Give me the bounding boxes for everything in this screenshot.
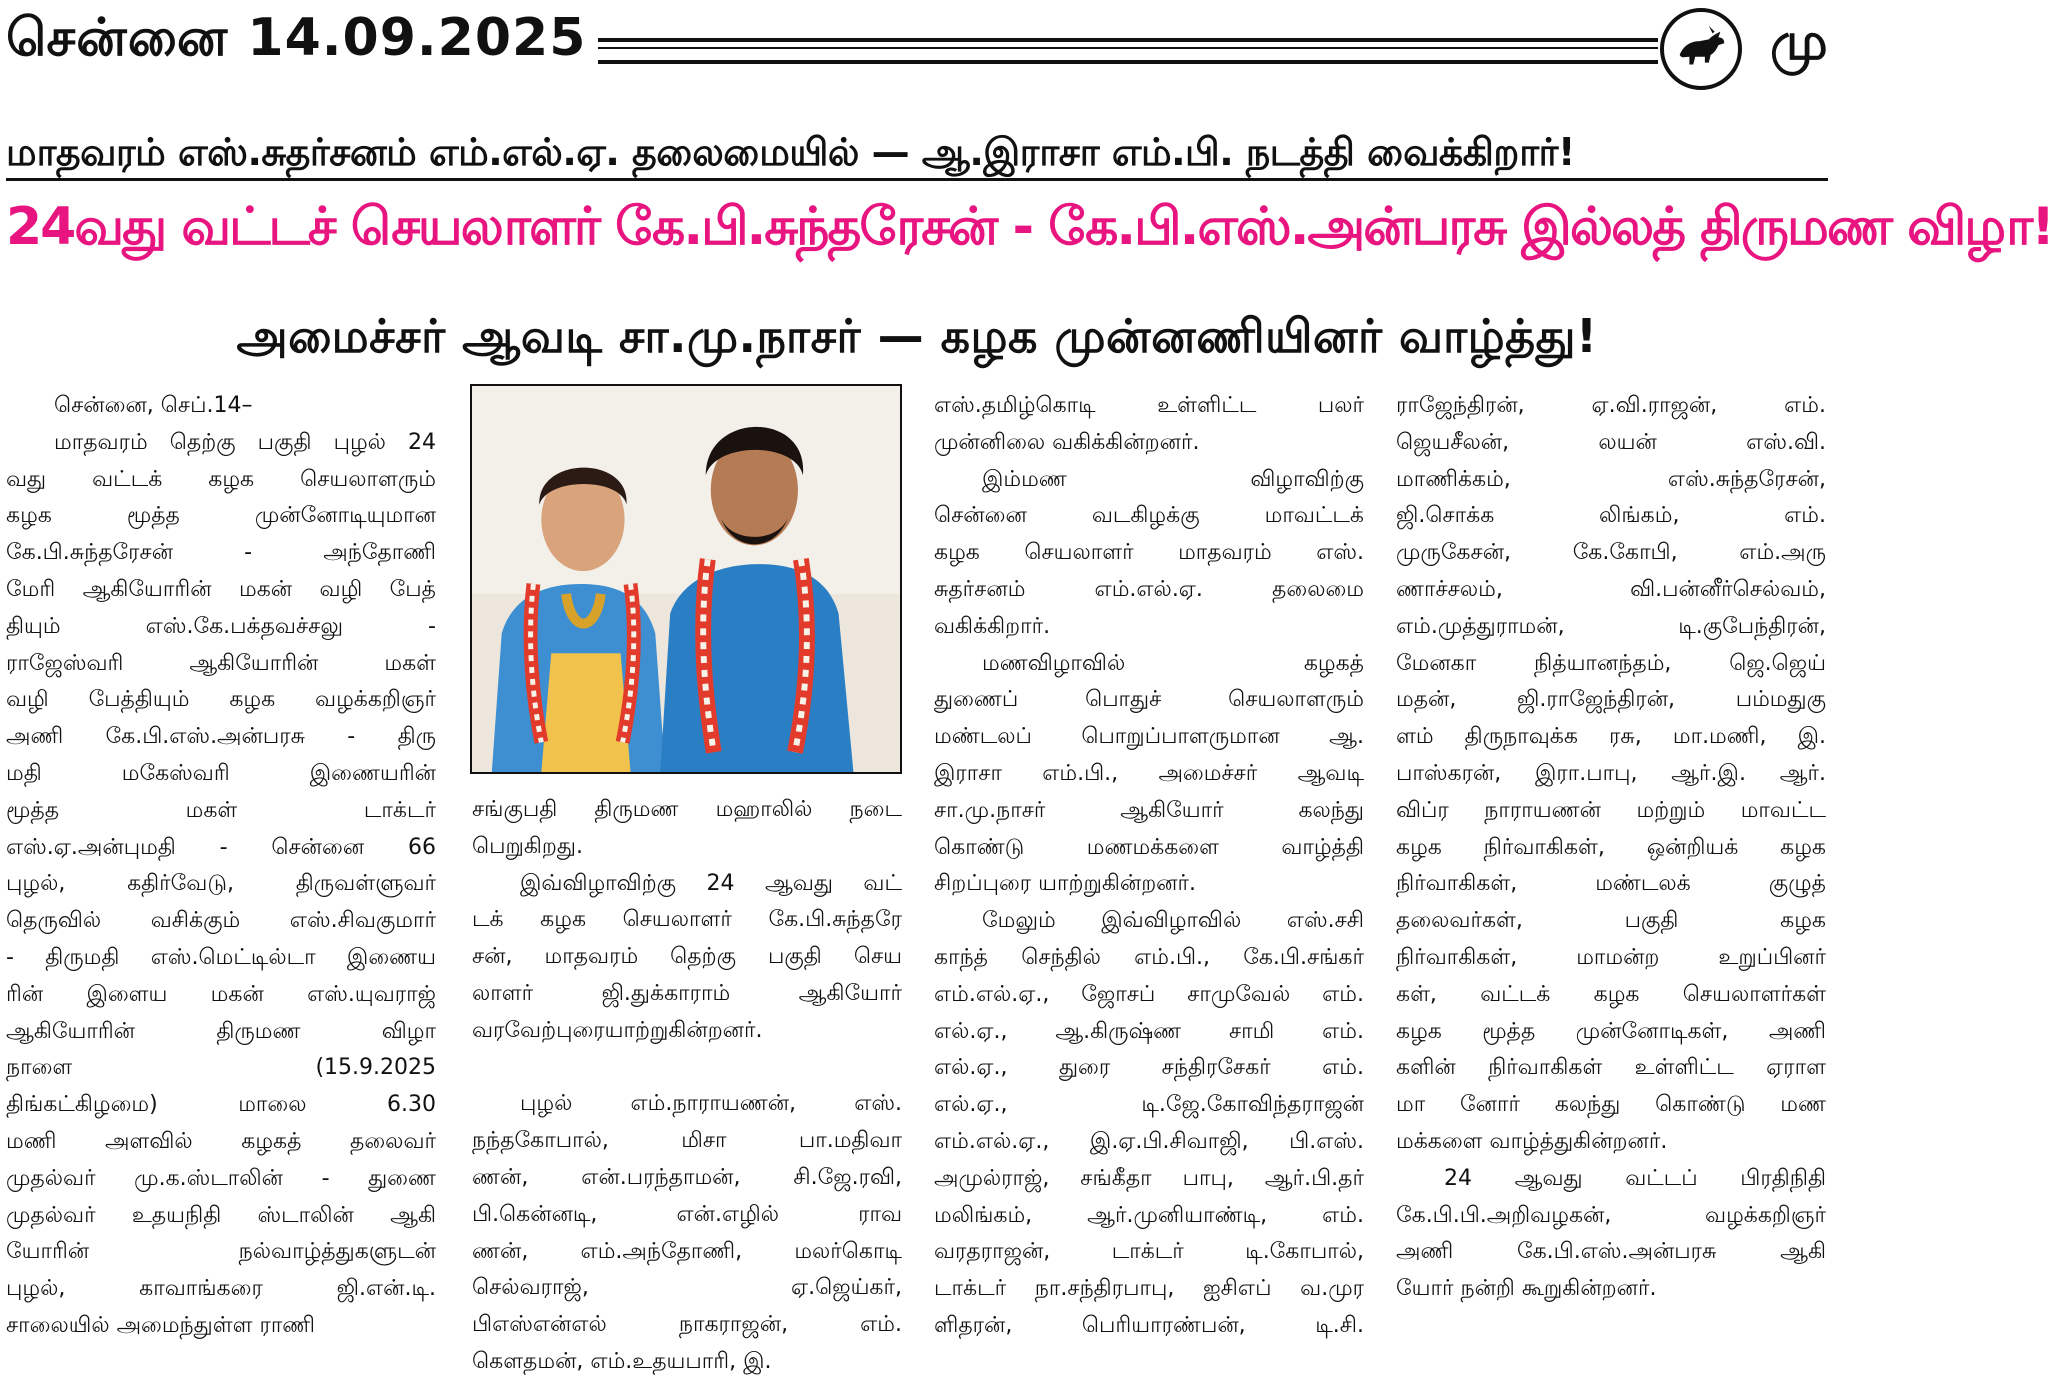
article-line: முதல்வர் உதயநிதி ஸ்டாலின் ஆகி xyxy=(6,1202,436,1228)
article-line: ஜி.சொக்க லிங்கம், எம். xyxy=(1396,503,1826,529)
article-line: சா.மு.நாசர் ஆகியோர் கலந்து xyxy=(934,797,1364,823)
article-line: 24 ஆவது வட்டப் பிரதிநிதி xyxy=(1444,1165,1826,1191)
article-line: செல்வராஜ், ஏ.ஜெய்கர், xyxy=(472,1275,902,1301)
masthead-rule xyxy=(598,38,1658,64)
kicker-line: மாதவரம் எஸ்.சுதர்சனம் எம்.எல்.ஏ. தலைமையில் — ஆ.இராசா எம்.பி. நடத்தி வைக்கிறார்! xyxy=(6,126,1828,181)
article-line: முன்னிலை வகிக்கின்றனர். xyxy=(934,429,1200,455)
article-line: எம்.எல்.ஏ., ஜோசப் சாமுவேல் எம். xyxy=(934,981,1364,1007)
article-line: மூத்த மகள் டாக்டர் xyxy=(6,797,436,823)
article-column-3 xyxy=(934,388,1364,1345)
article-line: புழல், கதிர்வேடு, திருவள்ளுவர் xyxy=(6,871,436,897)
article-line: ணாச்சலம், வி.பன்னீர்செல்வம், xyxy=(1396,576,1826,602)
article-line: சென்னை, செப்.14– xyxy=(54,393,253,418)
article-line: புழல் எம்.நாராயணன், எஸ். xyxy=(520,1091,902,1117)
article-line: - திருமதி எஸ்.மெட்டில்டா இணைய xyxy=(6,944,436,970)
article-line: சிறப்புரை யாற்றுகின்றனர். xyxy=(934,871,1197,897)
article-line: மக்களை வாழ்த்துகின்றனர். xyxy=(1396,1128,1668,1154)
article-line: கழக செயலாளர் மாதவரம் எஸ். xyxy=(934,540,1364,566)
article-line: டாக்டர் நா.சந்திரபாபு, ஐசிஎப் வ.முர xyxy=(934,1276,1364,1302)
article-line: முருகேசன், கே.கோபி, எம்.அரு xyxy=(1396,540,1826,566)
article-line: யோரின் நல்வாழ்த்துகளுடன் xyxy=(6,1239,436,1265)
article-line: எஸ்.தமிழ்கொடி உள்ளிட்ட பலர் xyxy=(934,393,1364,418)
headline: 24வது வட்டச் செயலாளர் கே.பி.சுந்தரேசன் - கே.பி.எஸ்.அன்பரசு இல்லத் திருமண விழா! xyxy=(6,197,2053,257)
article-line: யோர் நன்றி கூறுகின்றனர். xyxy=(1396,1276,1657,1302)
article-line: முதல்வர் மு.க.ஸ்டாலின் - துணை xyxy=(6,1165,436,1191)
article-line: கொண்டு மணமக்களை வாழ்த்தி xyxy=(934,834,1364,860)
couple-photo-illustration xyxy=(472,386,900,772)
article-line: எல்.ஏ., துரை சந்திரசேகர் எம். xyxy=(934,1055,1364,1081)
article-line: காந்த் செந்தில் எம்.பி., கே.பி.சங்கர் xyxy=(934,944,1364,970)
article-line: மேரி ஆகியோரின் மகன் வழி பேத் xyxy=(6,576,436,602)
article-line: மணவிழாவில் கழகத் xyxy=(982,650,1364,676)
article-column-4 xyxy=(1396,388,1826,1308)
article-line xyxy=(472,1050,902,1087)
article-line: துணைப் பொதுச் செயலாளரும் xyxy=(934,687,1364,713)
dateline: சென்னை 14.09.2025 xyxy=(6,8,587,68)
article-column-2 xyxy=(472,792,902,1381)
article-line: அமுல்ராஜ், சங்கீதா பாபு, ஆர்.பி.தர் xyxy=(934,1165,1364,1191)
article-line: டக் கழக செயலாளர் கே.பி.சுந்தரே xyxy=(472,907,902,933)
article-line: மாணிக்கம், எஸ்.சுந்தரேசன், xyxy=(1396,466,1826,492)
masthead-cut-text: மு xyxy=(1770,12,1828,72)
article-line: சாலையில் அமைந்துள்ள ராணி xyxy=(6,1312,316,1338)
article-line: ராஜேந்திரன், ஏ.வி.ராஜன், எம். xyxy=(1396,393,1826,418)
article-line: வகிக்கிறார். xyxy=(934,613,1051,639)
article-line: மண்டலப் பொறுப்பாளருமான ஆ. xyxy=(934,724,1364,750)
bull-emblem-icon xyxy=(1660,8,1742,90)
article-line: நந்தகோபால், மிசா பா.மதிவா xyxy=(472,1128,902,1154)
article-line: இம்மண விழாவிற்கு xyxy=(982,466,1364,492)
bull-emblem-shape xyxy=(1670,18,1732,80)
couple-photo xyxy=(470,384,902,774)
article-line: பி.கென்னடி, என்.எழில் ராவ xyxy=(472,1201,902,1227)
article-line: வரதராஜன், டாக்டர் டி.கோபால், xyxy=(934,1239,1364,1265)
article-line: தலைவர்கள், பகுதி கழக xyxy=(1396,908,1826,934)
article-line: பாஸ்கரன், இரா.பாபு, ஆர்.இ. ஆர். xyxy=(1396,760,1826,786)
article-line: ரின் இளைய மகன் எஸ்.யுவராஜ் xyxy=(6,981,436,1007)
article-line: ளிதரன், பெரியாரண்பன், டி.சி. xyxy=(934,1312,1364,1338)
article-column-1 xyxy=(6,388,436,1345)
article-line: ஜெயசீலன், லயன் எஸ்.வி. xyxy=(1396,429,1826,455)
article-line: சுதர்சனம் எம்.எல்.ஏ. தலைமை xyxy=(934,576,1364,602)
article-line: ளம் திருநாவுக்க ரசு, மா.மணி, இ. xyxy=(1396,724,1826,750)
article-line: மதி மகேஸ்வரி இணையரின் xyxy=(6,760,436,786)
article-line: எம்.எல்.ஏ., இ.ஏ.பி.சிவாஜி, பி.எஸ். xyxy=(934,1128,1364,1154)
article-line: கே.பி.சுந்தரேசன் - அந்தோணி xyxy=(6,540,436,566)
subhead: அமைச்சர் ஆவடி சா.மு.நாசர் — கழக முன்னணியினர் வாழ்த்து! xyxy=(236,309,1598,363)
article-line: மா னோர் கலந்து கொண்டு மண xyxy=(1396,1092,1826,1118)
article-line: மணி அளவில் கழகத் தலைவர் xyxy=(6,1128,436,1154)
article-line: ணன், என்.பரந்தாமன், சி.ஜே.ரவி, xyxy=(472,1164,902,1190)
article-line: லாளர் ஜி.துக்காராம் ஆகியோர் xyxy=(472,980,902,1006)
article-line: அணி கே.பி.எஸ்.அன்பரசு - திரு xyxy=(6,724,436,750)
article-line: கழக மூத்த முன்னோடியுமான xyxy=(6,503,436,529)
article-line: சங்குபதி திருமண மஹாலில் நடை xyxy=(472,797,902,822)
article-line: மேலும் இவ்விழாவில் எஸ்.சசி xyxy=(982,908,1364,934)
article-line: சன், மாதவரம் தெற்கு பகுதி செய xyxy=(472,944,902,970)
article-line: புழல், காவாங்கரை ஜி.என்.டி. xyxy=(6,1276,436,1302)
article-line: கழக மூத்த முன்னோடிகள், அணி xyxy=(1396,1018,1826,1044)
article-line: எஸ்.ஏ.அன்புமதி - சென்னை 66 xyxy=(6,834,436,860)
article-line: ணன், எம்.அந்தோணி, மலர்கொடி xyxy=(472,1238,902,1264)
article-line: நிர்வாகிகள், மாமன்ற உறுப்பினர் xyxy=(1396,944,1826,970)
article-line: வரவேற்புரையாற்றுகின்றனர். xyxy=(472,1017,763,1043)
article-line: மேனகா நித்யானந்தம், ஜெ.ஜெய் xyxy=(1396,650,1826,676)
article-line: தியும் எஸ்.கே.பக்தவச்சலு - xyxy=(6,613,436,639)
article-line: நிர்வாகிகள், மண்டலக் குழுத் xyxy=(1396,871,1826,897)
article-line: வழி பேத்தியும் கழக வழக்கறிஞர் xyxy=(6,687,436,713)
article-line: மலிங்கம், ஆர்.முனியாண்டி, எம். xyxy=(934,1202,1364,1228)
article-line: ராஜேஸ்வரி ஆகியோரின் மகள் xyxy=(6,650,436,676)
article-line: கௌதமன், எம்.உதயபாரி, இ. xyxy=(472,1348,772,1374)
article-line: இவ்விழாவிற்கு 24 ஆவது வட் xyxy=(520,870,902,896)
masthead xyxy=(0,0,1834,110)
article-line: எல்.ஏ., டி.ஜே.கோவிந்தராஜன் xyxy=(934,1092,1364,1118)
article-line: மாதவரம் தெற்கு பகுதி புழல் 24 xyxy=(54,429,436,455)
article-line: வது வட்டக் கழக செயலாளரும் xyxy=(6,466,436,492)
article-line: எல்.ஏ., ஆ.கிருஷ்ண சாமி எம். xyxy=(934,1018,1364,1044)
article-line: கள், வட்டக் கழக செயலாளர்கள் xyxy=(1396,981,1826,1007)
article-line: பிஎஸ்என்எல் நாகராஜன், எம். xyxy=(472,1312,902,1338)
article-line: சென்னை வடகிழக்கு மாவட்டக் xyxy=(934,503,1364,529)
article-line: பெறுகிறது. xyxy=(472,833,583,859)
article-line: மதன், ஜி.ராஜேந்திரன், பம்மதுகு xyxy=(1396,687,1826,713)
article-line: அணி கே.பி.எஸ்.அன்பரசு ஆகி xyxy=(1396,1239,1826,1265)
article-line: ஆகியோரின் திருமண விழா xyxy=(6,1018,436,1044)
article-line: நாளை (15.9.2025 xyxy=(6,1055,436,1081)
article-line: தெருவில் வசிக்கும் எஸ்.சிவகுமார் xyxy=(6,908,436,934)
article-line: திங்கட்கிழமை) மாலை 6.30 xyxy=(6,1092,436,1118)
article-line: இராசா எம்.பி., அமைச்சர் ஆவடி xyxy=(934,760,1364,786)
article-line: கே.பி.பி.அறிவழகன், வழக்கறிஞர் xyxy=(1396,1202,1826,1228)
article-line: விப்ர நாராயணன் மற்றும் மாவட்ட xyxy=(1396,797,1826,823)
article-line: கழக நிர்வாகிகள், ஒன்றியக் கழக xyxy=(1396,834,1826,860)
article-line: எம்.முத்துராமன், டி.குபேந்திரன், xyxy=(1396,613,1826,639)
article-line: களின் நிர்வாகிகள் உள்ளிட்ட ஏராள xyxy=(1396,1055,1826,1081)
